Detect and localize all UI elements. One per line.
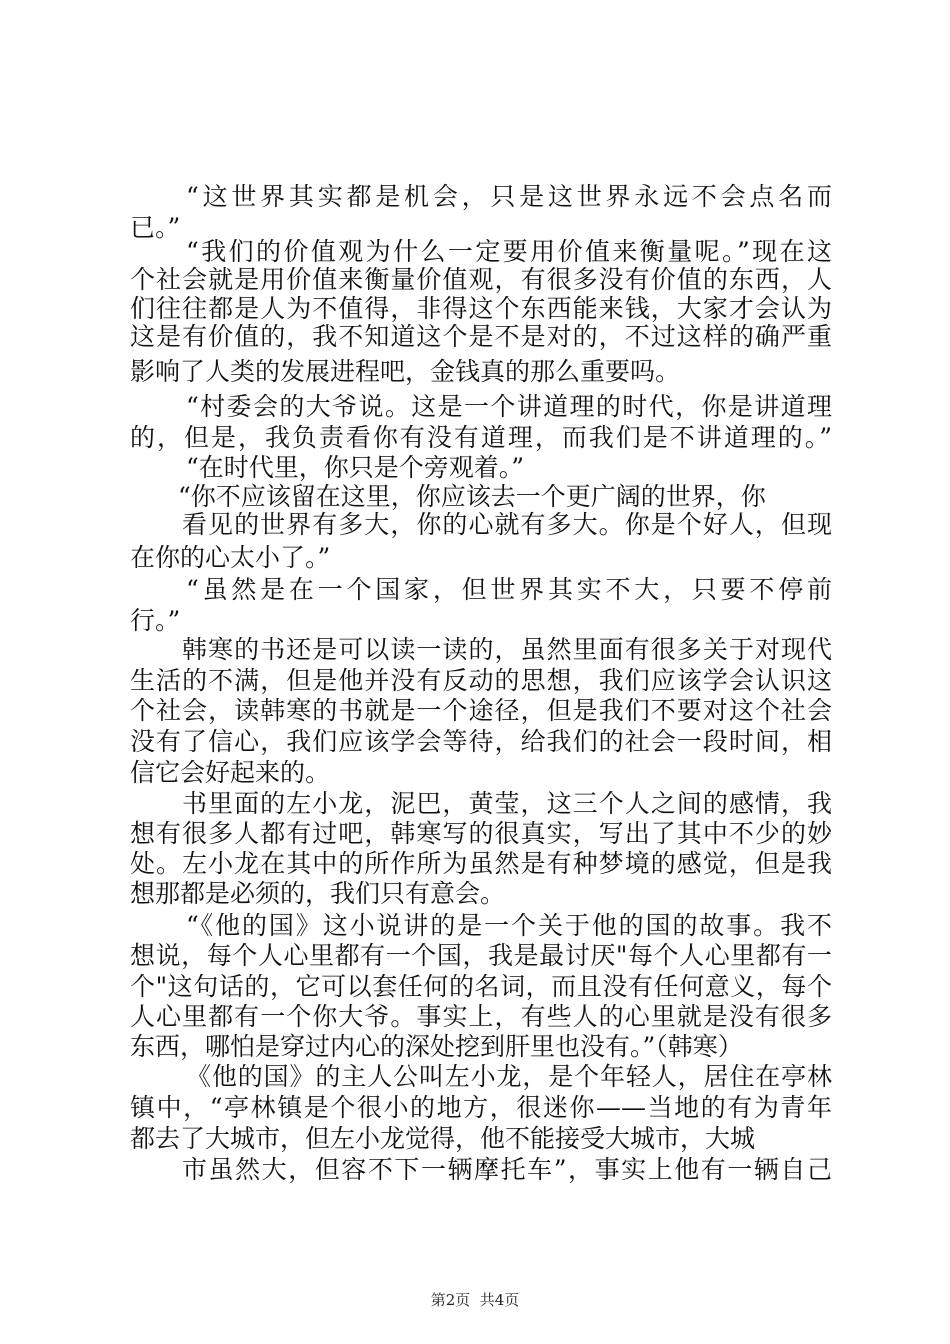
text-line: 人心里都有一个你大爷。事实上，有些人的心里就是没有很多 [130,1002,832,1031]
text-line: 处。左小龙在其中的所作所为虽然是有种梦境的感觉，但是我 [130,849,832,878]
text-line: 想说，每个人心里都有一个国，我是最讨厌"每个人心里都有一 [130,941,832,970]
text-line: 个"这句话的，它可以套任何的名词，而且没有任何意义，每个 [130,972,832,1001]
text-line: “我们的价值观为什么一定要用价值来衡量呢。”现在这 [186,237,832,266]
text-line: “村委会的大爷说。这是一个讲道理的时代，你是讲道理 [186,392,832,421]
text-line: 在你的心太小了。” [130,543,331,572]
text-line: 个社会就是用价值来衡量价值观，有很多没有价值的东西，人 [130,265,832,294]
text-line: 市虽然大，但容不下一辆摩托车”，事实上他有一辆自己 [182,1155,832,1184]
text-line: 想那都是必须的，我们只有意会。 [130,879,506,908]
text-line: 没有了信心，我们应该学会等待，给我们的社会一段时间，相 [130,727,832,756]
text-line: “在时代里，你只是个旁观着。” [186,453,525,482]
text-line: 已。” [130,213,181,242]
text-line: 这是有价值的，我不知道这个是不是对的，不过这样的确严重 [130,322,832,351]
text-line: 《他的国》的主人公叫左小龙，是个年轻人，居住在亭林 [186,1062,832,1091]
text-line: 们往往都是人为不值得，非得这个东西能来钱，大家才会认为 [130,294,832,323]
text-line: “虽然是在一个国家，但世界其实不大，只要不停前 [186,575,832,604]
text-line: 行。” [130,606,181,635]
text-line: 镇中，“亭林镇是个很小的地方，很迷你——当地的有为青年 [130,1093,832,1122]
text-line: 影响了人类的发展进程吧，金钱真的那么重要吗。 [130,357,681,386]
text-line: 书里面的左小龙，泥巴，黄莹，这三个人之间的感情，我 [182,789,832,818]
text-line: 东西，哪怕是穿过内心的深处挖到肝里也没有。”（韩寒） [130,1032,743,1061]
text-line: 都去了大城市，但左小龙觉得，他不能接受大城市，大城 [130,1124,756,1153]
page-number-label: 第2页 共4页 [430,1291,520,1309]
text-line: “《他的国》这小说讲的是一个关于他的国的故事。我不 [186,911,832,940]
text-line: 看见的世界有多大，你的心就有多大。你是个好人，但现 [182,510,832,539]
text-line: 的，但是，我负责看你有没有道理，而我们是不讲道理的。” [130,423,832,452]
text-line: 韩寒的书还是可以读一读的，虽然里面有很多关于对现代 [182,635,832,664]
text-line: 想有很多人都有过吧，韩寒写的很真实，写出了其中不少的妙 [130,819,832,848]
text-line: 信它会好起来的。 [130,758,331,787]
text-line: “你不应该留在这里，你应该去一个更广阔的世界，你 [178,482,766,511]
text-line: 生活的不满，但是他并没有反动的思想，我们应该学会认识这 [130,666,832,695]
text-line: “这世界其实都是机会，只是这世界永远不会点名而 [186,182,832,211]
text-line: 个社会，读韩寒的书就是一个途径，但是我们不要对这个社会 [130,696,832,725]
page-footer [0,1290,950,1310]
